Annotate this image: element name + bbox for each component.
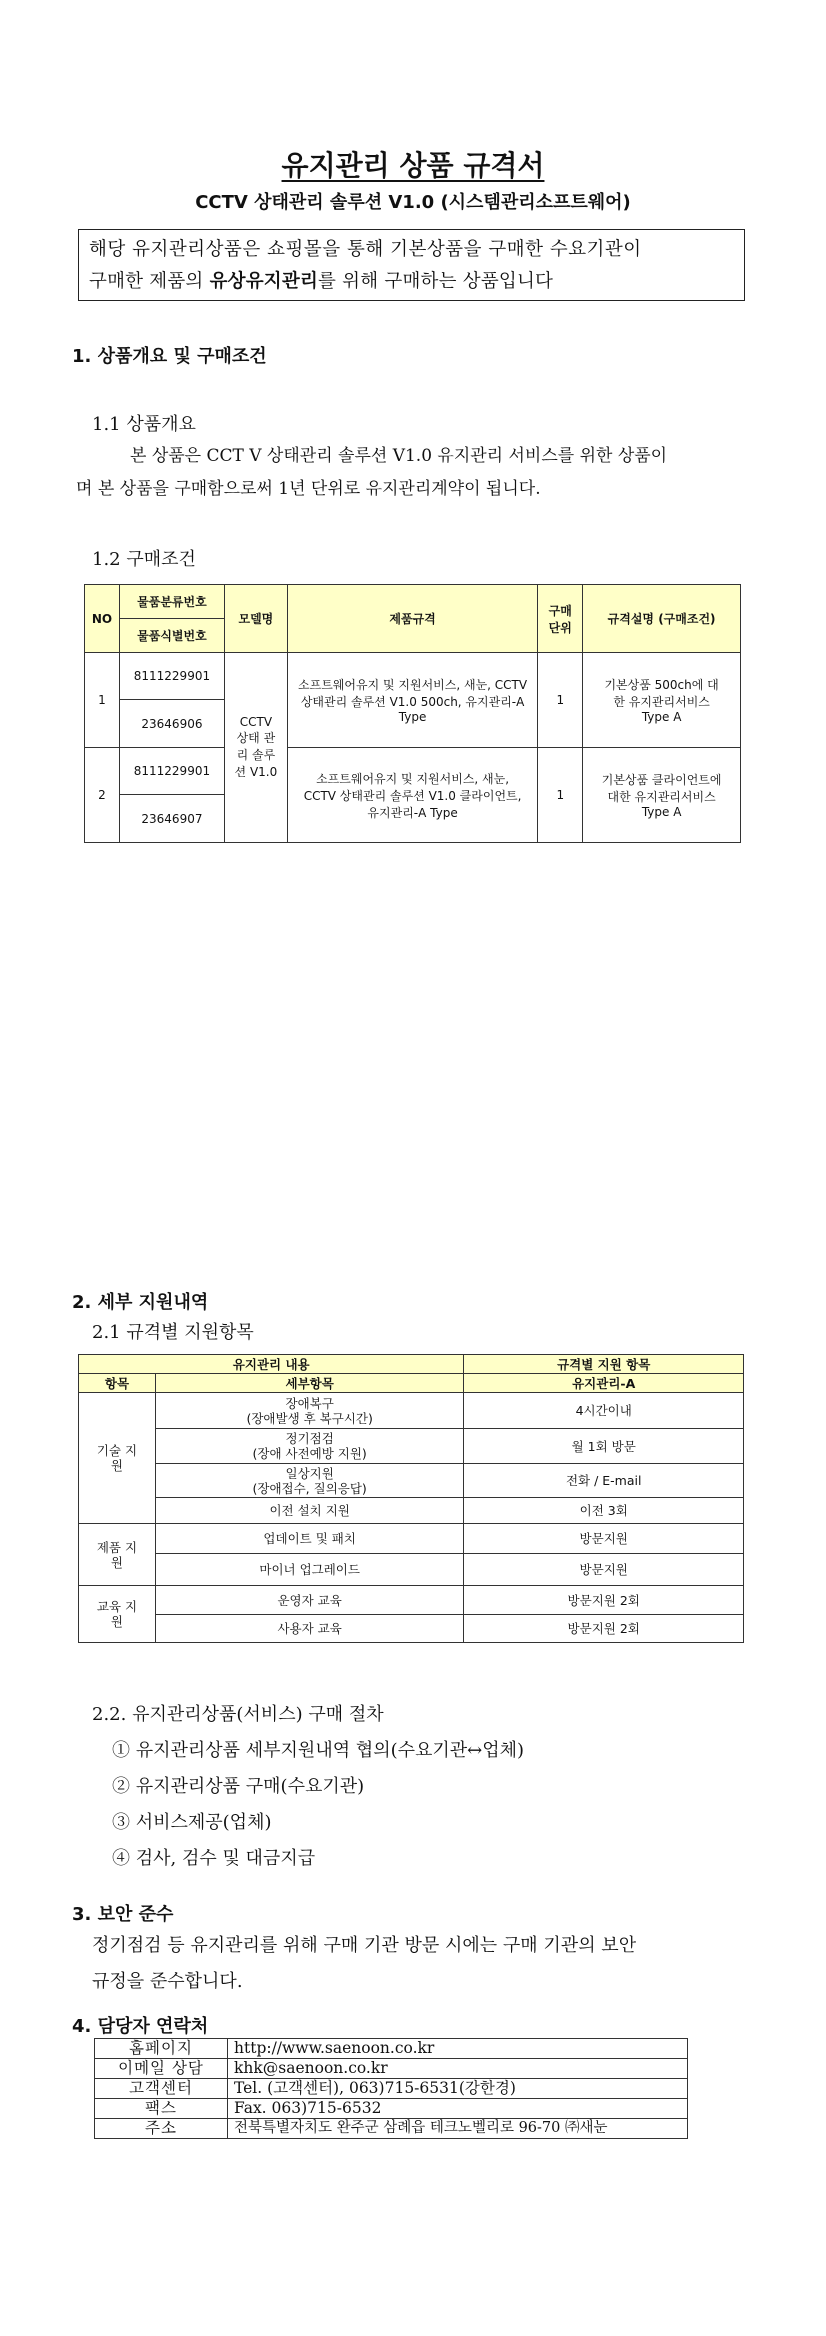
col-spec: 제품규격: [287, 585, 537, 653]
purchase-step-4: ④ 검사, 검수 및 대금지급: [112, 1848, 316, 1869]
section-1-1-paragraph: 본 상품은 CCT V 상태관리 솔루션 V1.0 유지관리 서비스를 위한 상품이 며 본 상품을 구매함으로써 1년 단위로 유지관리계약이 됩니다.: [76, 446, 668, 499]
section-2-2-heading: 2.2. 유지관리상품(서비스) 구매 절차: [92, 1704, 384, 1725]
col-no: NO: [85, 585, 120, 653]
contact-row: 팩스 Fax. 063)715-6532: [95, 2099, 688, 2119]
table-row: 1 8111229901 CCTV 상태 관리 솔루션 V1.0 소프트웨어유지 및 지원서비스, 새눈, CCTV 상태관리 솔루션 V1.0 500ch, 유지관리-A Type 1 기본상품 500ch에 대한 유지관리서비스 Type A: [85, 653, 741, 700]
email-link[interactable]: khk@saenoon.co.kr: [228, 2059, 688, 2079]
section-3-paragraph: 정기점검 등 유지관리를 위해 구매 기관 방문 시에는 구매 기관의 보안 규정을 준수합니다.: [92, 1935, 637, 1992]
table-row: 정기점검 (장애 사전예방 지원) 월 1회 방문: [79, 1429, 744, 1464]
section-1-heading: 1. 상품개요 및 구매조건: [72, 346, 267, 367]
document-subtitle: CCTV 상태관리 솔루션 V1.0 (시스템관리소프트웨어): [195, 192, 631, 213]
purchase-step-3: ③ 서비스제공(업체): [112, 1812, 272, 1833]
section-4-heading: 4. 담당자 연락처: [72, 2016, 209, 2037]
document-title: 유지관리 상품 규격서: [281, 149, 545, 182]
purchase-conditions-table: NO 물품분류번호 모델명 제품규격 구매 단위 규격설명 (구매조건) 물품식별번호 1 8111229901 CCTV 상태 관리 솔루션 V1.0 소프트웨어유지 및 지원서비스, 새눈, CCTV 상태관리 솔루션 V1.0 500ch, 유지관리-A Type 1 기본상품 500ch에 대한 유지관리서비스 Type A 23646906 2 8111229901 소프트웨어유지 및 지원서비스, 새눈, CCTV 상태관리 솔루션 V1.0 클라이언트, 유지관리-A Type 1 기본상품 클라이언트에 대한 유지관리서비스 Type A 23646907: [84, 584, 741, 843]
table-row: 기술 지원 장애복구 (장애발생 후 복구시간) 4시간이내: [79, 1393, 744, 1429]
section-2-1-heading: 2.1 규격별 지원항목: [92, 1322, 254, 1343]
model-name: CCTV 상태 관리 솔루션 V1.0: [224, 653, 287, 843]
contact-row: 고객센터 Tel. (고객센터), 063)715-6531(강한경): [95, 2079, 688, 2099]
notice-box: [78, 229, 745, 301]
group-tech: 기술 지원: [79, 1393, 156, 1524]
section-1-2-heading: 1.2 구매조건: [92, 549, 196, 570]
section-2-heading: 2. 세부 지원내역: [72, 1292, 209, 1313]
header-content: 유지관리 내용: [79, 1355, 464, 1374]
col-model: 모델명: [224, 585, 287, 653]
support-items-table: 유지관리 내용 규격별 지원 항목 항목 세부항목 유지관리-A 기술 지원 장애복구 (장애발생 후 복구시간) 4시간이내 정기점검 (장애 사전예방 지원) 월 1회 방문 일상지원 (장애접수, 질의응답) 전화 / E-mail 이전 설치 지원 이전 3회 제품 지원 업데이트 및 패치 방문지원 마이너 업그레이드 방문지원 교육 지원 운영자 교육 방문지원 2회 사용자 교육 방문지원 2회: [78, 1354, 744, 1643]
section-3-heading: 3. 보안 준수: [72, 1904, 174, 1925]
contact-row: 이메일 상담 khk@saenoon.co.kr: [95, 2059, 688, 2079]
col-desc: 규격설명 (구매조건): [583, 585, 741, 653]
notice-line-2: 구매한 제품의 유상유지관리를 위해 구매하는 상품입니다: [89, 271, 554, 292]
group-product: 제품 지원: [79, 1524, 156, 1586]
section-1-1-heading: 1.1 상품개요: [92, 414, 196, 435]
header-support: 규격별 지원 항목: [464, 1355, 744, 1374]
table-row: 교육 지원 운영자 교육 방문지원 2회: [79, 1586, 744, 1615]
table-row: 마이너 업그레이드 방문지원: [79, 1554, 744, 1586]
table-row: 일상지원 (장애접수, 질의응답) 전화 / E-mail: [79, 1464, 744, 1498]
homepage-link[interactable]: http://www.saenoon.co.kr: [228, 2039, 688, 2059]
col-class-no: 물품분류번호: [119, 585, 224, 619]
contact-row: 주소 전북특별자치도 완주군 삼례읍 테크노벨리로 96-70 ㈜새눈: [95, 2119, 688, 2139]
purchase-step-2: ② 유지관리상품 구매(수요기관): [112, 1776, 365, 1797]
col-id-no: 물품식별번호: [119, 619, 224, 653]
notice-line-1: 해당 유지관리상품은 쇼핑몰을 통해 기본상품을 구매한 수요기관이: [89, 239, 642, 260]
table-row: 제품 지원 업데이트 및 패치 방문지원: [79, 1524, 744, 1554]
group-education: 교육 지원: [79, 1586, 156, 1643]
col-unit: 구매 단위: [538, 585, 583, 653]
purchase-step-1: ① 유지관리상품 세부지원내역 협의(수요기관↔업체): [112, 1740, 525, 1761]
contact-table: [94, 2038, 688, 2139]
table-row: 2 8111229901 소프트웨어유지 및 지원서비스, 새눈, CCTV 상태관리 솔루션 V1.0 클라이언트, 유지관리-A Type 1 기본상품 클라이언트에 대한 유지관리서비스 Type A: [85, 748, 741, 795]
notice-emphasis: 유상유지관리: [209, 271, 319, 292]
contact-row: 홈페이지 http://www.saenoon.co.kr: [95, 2039, 688, 2059]
table-row: 이전 설치 지원 이전 3회: [79, 1498, 744, 1524]
table-row: 사용자 교육 방문지원 2회: [79, 1615, 744, 1643]
